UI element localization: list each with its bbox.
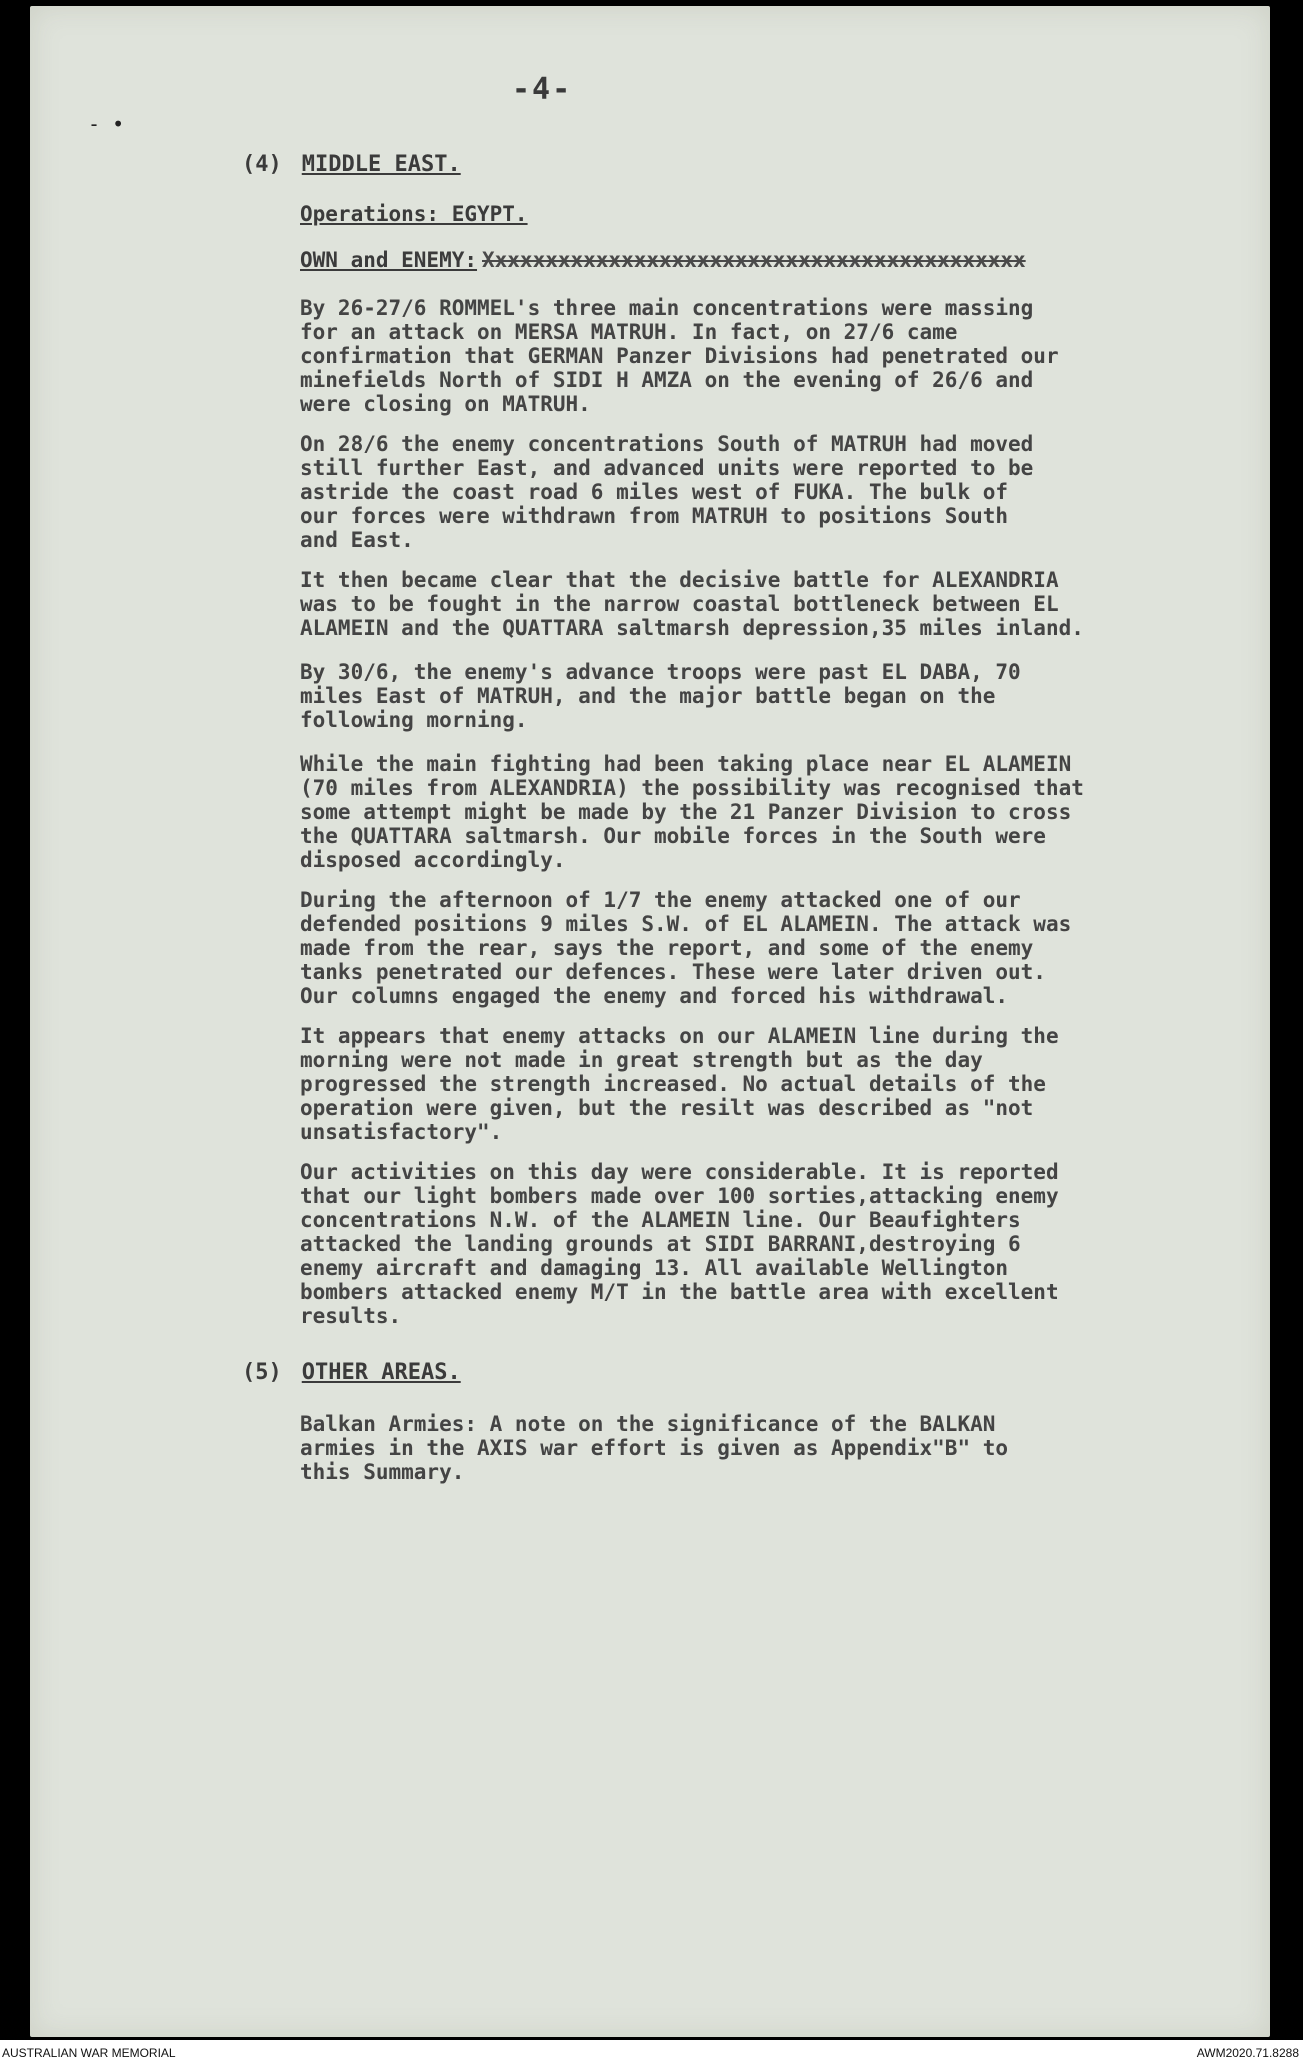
paragraph: Our activities on this day were considerable. It is reported that our light bombers made over 100 sorties,attacking enemy concentrations N.W. of the ALAMEIN line. Our Beaufighters attacked the landing grounds at SIDI BARRANI,destroying 6 enemy aircraft and damaging 13. All available Wellington bombers attacked enemy M/T in the battle area with excellent results. — [300, 1160, 1059, 1328]
paragraph: During the afternoon of 1/7 the enemy attacked one of our defended positions 9 miles S.W. of EL ALAMEIN. The attack was made from the rear, says the report, and some of the enemy tanks penetrated our defences. These were later driven out. Our columns engaged the enemy and forced his withdrawal. — [300, 888, 1072, 1008]
paragraph: It then became clear that the decisive battle for ALEXANDRIA was to be fought in the narrow coastal bottleneck between EL ALAMEIN and the QUATTARA saltmarsh depression,35 miles inland. — [300, 568, 1084, 640]
section-number: (5) — [242, 1360, 282, 1385]
page-number: -4- — [512, 72, 573, 107]
footer-institution: AUSTRALIAN WAR MEMORIAL — [2, 2046, 176, 2060]
section-number: (4) — [242, 152, 282, 177]
paragraph: On 28/6 the enemy concentrations South of MATRUH had moved still further East, and advanced units were reported to be astride the coast road 6 miles west of FUKA. The bulk of our forces were withdrawn from MATRUH to positions South and East. — [300, 432, 1034, 552]
margin-mark: - • — [88, 112, 125, 136]
paragraph: While the main fighting had been taking place near EL ALAMEIN (70 miles from ALEXANDRIA) the possibility was recognised that some attempt might be made by the 21 Panzer Division to cross the QUATTARA saltmarsh. Our mobile forces in the South were disposed accordingly. — [300, 752, 1084, 872]
section-heading-middle-east — [242, 152, 461, 177]
paragraph: It appears that enemy attacks on our ALAMEIN line during the morning were not made in great strength but as the day progressed the strength increased. No actual details of the operation were given, but the resilt was described as "not unsatisfactory". — [300, 1024, 1059, 1144]
footer-band — [0, 2040, 1303, 2061]
section-title: MIDDLE EAST. — [301, 152, 461, 177]
own-enemy-label: OWN and ENEMY: — [300, 248, 478, 272]
section-title: OTHER AREAS. — [301, 1360, 461, 1385]
balkan-armies-paragraph: Balkan Armies: A note on the significance of the BALKAN armies in the AXIS war effort is given as Appendix"B" to this Summary. — [300, 1412, 1009, 1484]
operations-heading: Operations: EGYPT. — [300, 202, 528, 226]
section-heading-other-areas — [242, 1360, 461, 1385]
paragraph: By 30/6, the enemy's advance troops were past EL DABA, 70 miles East of MATRUH, and the major battle began on the following morning. — [300, 660, 1021, 732]
paragraph: By 26-27/6 ROMMEL's three main concentrations were massing for an attack on MERSA MATRUH. In fact, on 27/6 came confirmation that GERMAN Panzer Divisions had penetrated our minefields North of SIDI H AMZA on the evening of 26/6 and were closing on MATRUH. — [300, 296, 1059, 416]
struck-out-text: Xxxxxxxxxxxxxxxxxxxxxxxxxxxxxxxxxxxxxxxxxxx — [482, 248, 1026, 272]
footer-accession-number: AWM2020.71.8288 — [1196, 2046, 1299, 2060]
